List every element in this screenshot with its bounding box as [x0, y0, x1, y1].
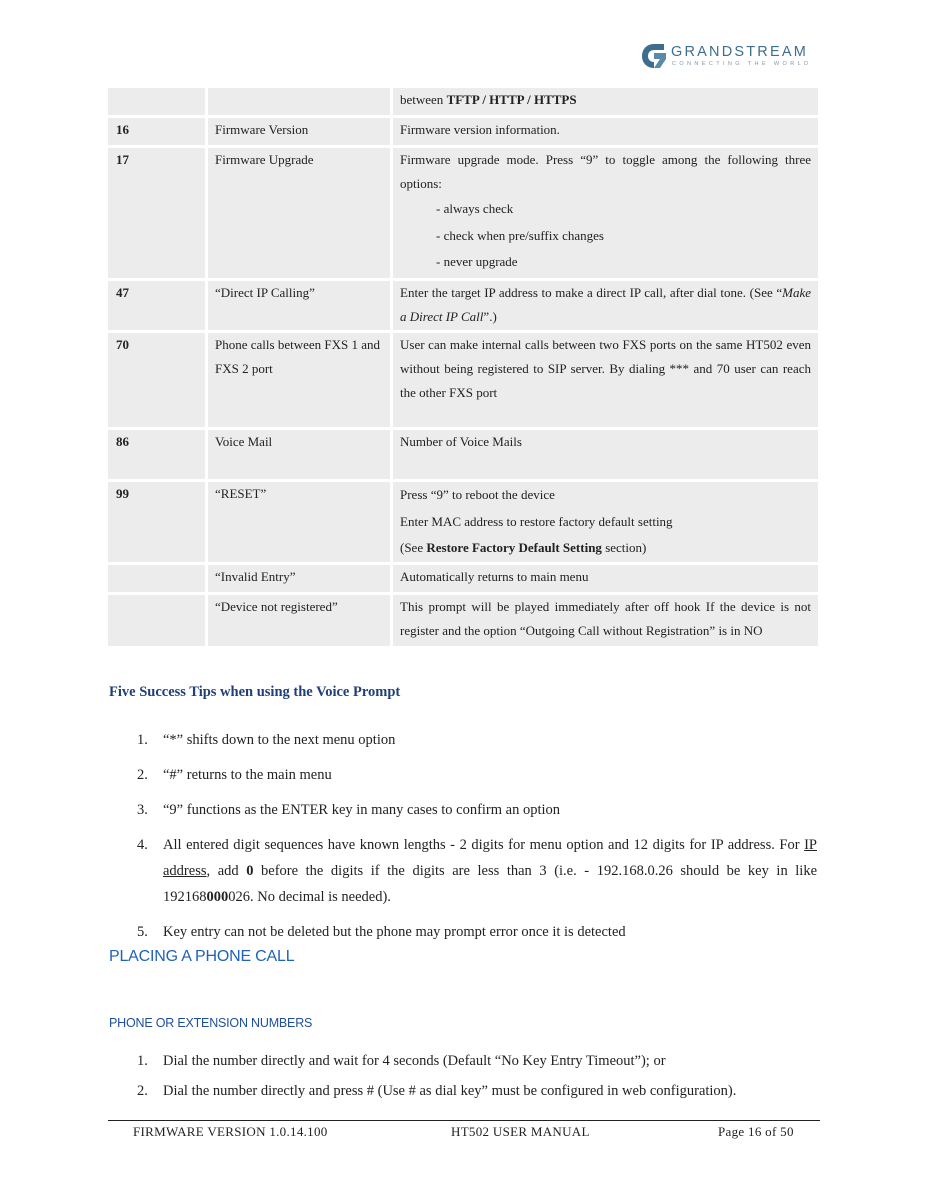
menu-description: between TFTP / HTTP / HTTPS	[393, 88, 818, 115]
table-row	[108, 482, 818, 562]
list-item: 1. Dial the number directly and wait for 4 seconds (Default “No Key Entry Timeout”); or	[137, 1053, 666, 1069]
dial-steps-list	[109, 1049, 817, 1109]
table-row	[108, 88, 818, 115]
footer-divider	[108, 1120, 820, 1121]
menu-name: Firmware Version	[208, 118, 390, 145]
menu-name: Voice Mail	[208, 430, 390, 479]
list-item: 2. “#” returns to the main menu	[137, 767, 332, 783]
list-item: 5. Key entry can not be deleted but the phone may prompt error once it is detected	[137, 924, 626, 940]
section-heading: PLACING A PHONE CALL	[109, 948, 295, 965]
menu-number: 17	[108, 148, 205, 278]
tips-heading: Five Success Tips when using the Voice Prompt	[109, 684, 401, 700]
table-row	[108, 333, 818, 427]
table-row	[108, 148, 818, 278]
option-item: - never upgrade	[436, 254, 518, 269]
menu-description: User can make internal calls between two FXS ports on the same HT502 even without being registered to SIP server. By dialing *** and 70 user can reach the other FXS port	[393, 333, 818, 427]
table-row	[108, 281, 818, 330]
menu-number	[108, 565, 205, 592]
brand-tagline: CONNECTING THE WORLD	[672, 61, 812, 67]
voice-prompt-menu-table	[105, 85, 821, 649]
menu-name: “Direct IP Calling”	[208, 281, 390, 330]
menu-description: Automatically returns to main menu	[393, 565, 818, 592]
menu-number	[108, 88, 205, 115]
menu-number: 86	[108, 430, 205, 479]
menu-description: Firmware upgrade mode. Press “9” to toggle among the following three options: - always check - check when pre/suffix changes - never upgrade	[393, 148, 818, 278]
table-row	[108, 118, 818, 145]
table-row	[108, 565, 818, 592]
list-item: 3. “9” functions as the ENTER key in many cases to confirm an option	[137, 802, 561, 818]
menu-number: 47	[108, 281, 205, 330]
footer-firmware-version: FIRMWARE VERSION 1.0.14.100	[133, 1124, 328, 1139]
menu-name: Phone calls between FXS 1 and FXS 2 port	[208, 333, 390, 427]
list-item: 4. All entered digit sequences have known lengths - 2 digits for menu option and 12 digits for IP address. For IP address, add 0 before the digits if the digits are less than 3 (i.e. - 192.168.0.26 should be key in like 192168000026. No decimal is needed).	[137, 837, 818, 905]
menu-number	[108, 595, 205, 646]
menu-name: “RESET”	[208, 482, 390, 562]
menu-description: Press “9” to reboot the device Enter MAC address to restore factory default setting (See Restore Factory Default Setting section)	[393, 482, 818, 562]
tips-list	[109, 727, 817, 954]
list-item: 1. “*” shifts down to the next menu option	[137, 732, 396, 748]
footer-manual-title: HT502 USER MANUAL	[451, 1124, 590, 1139]
menu-number: 99	[108, 482, 205, 562]
menu-description: Enter the target IP address to make a direct IP call, after dial tone. (See “Make a Direct IP Call”.)	[393, 281, 818, 330]
grandstream-logo-icon	[640, 42, 668, 70]
menu-number: 70	[108, 333, 205, 427]
subsection-heading: PHONE OR EXTENSION NUMBERS	[109, 1016, 313, 1030]
list-item: 2. Dial the number directly and press # (Use # as dial key” must be configured in web configuration).	[137, 1083, 737, 1099]
table-row	[108, 595, 818, 646]
menu-name: Firmware Upgrade	[208, 148, 390, 278]
menu-description: Number of Voice Mails	[393, 430, 818, 479]
option-item: - check when pre/suffix changes	[436, 227, 604, 243]
menu-description: This prompt will be played immediately after off hook If the device is not register and the option “Outgoing Call without Registration” is in NO	[393, 595, 818, 646]
menu-description: Firmware version information.	[393, 118, 818, 145]
menu-number: 16	[108, 118, 205, 145]
option-item: - always check	[436, 201, 514, 216]
menu-name: “Device not registered”	[208, 595, 390, 646]
ip-address-link: IP address	[163, 837, 817, 879]
menu-name	[208, 88, 390, 115]
table-row	[108, 430, 818, 479]
brand-name: GRANDSTREAM	[671, 44, 808, 60]
footer-page-number: Page 16 of 50	[718, 1124, 794, 1139]
menu-name: “Invalid Entry”	[208, 565, 390, 592]
grandstream-logo	[640, 42, 825, 72]
